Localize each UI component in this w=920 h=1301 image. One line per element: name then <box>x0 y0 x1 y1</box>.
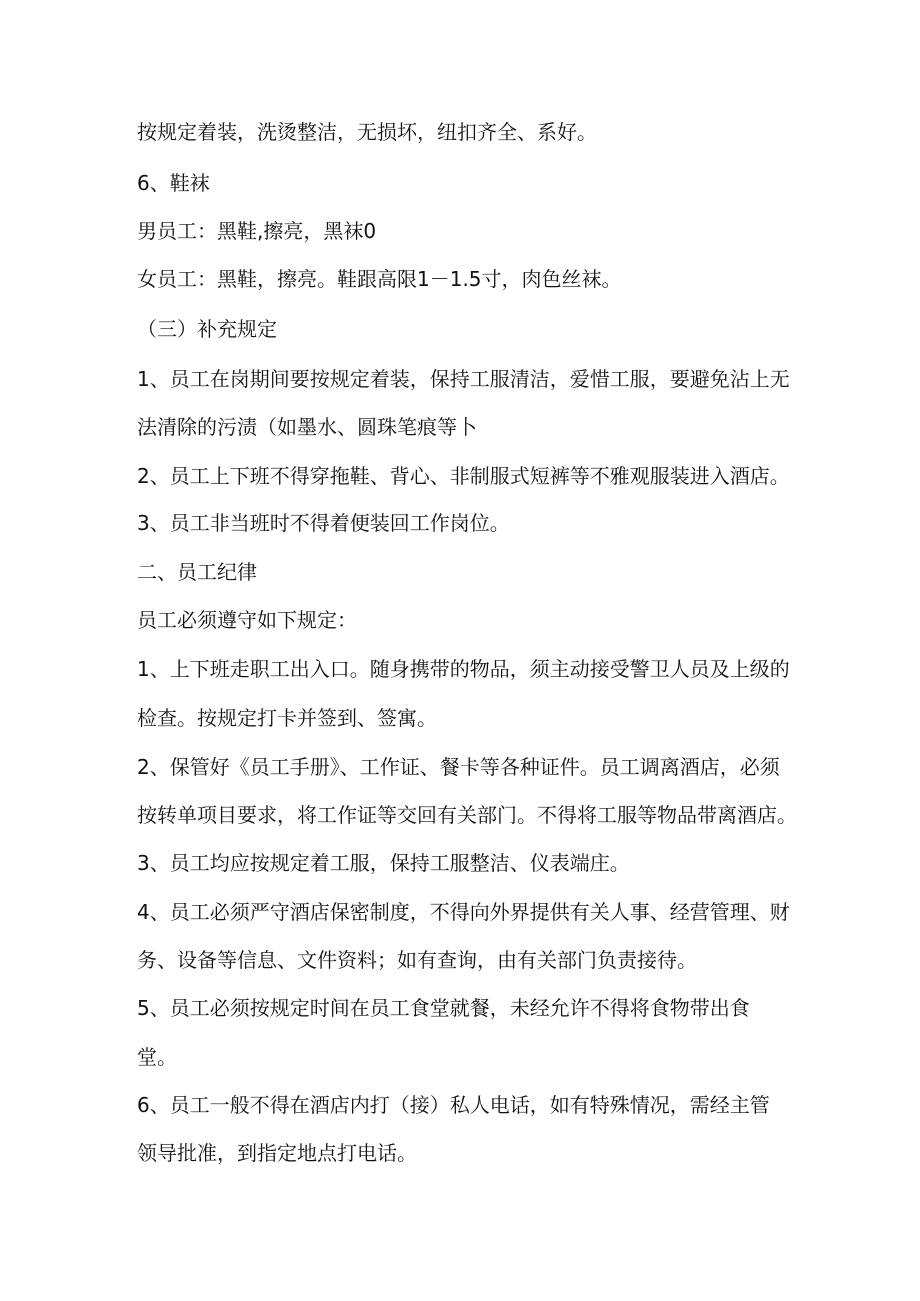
section-heading: 二、员工纪律 <box>137 560 257 584</box>
text-line: 6、鞋袜 <box>137 171 210 195</box>
text-line: 2、员工上下班不得穿拖鞋、背心、非制服式短裤等不雅观服装进入酒店。 <box>137 464 790 488</box>
text-line: 男员工：黑鞋,擦亮，黑袜0 <box>137 219 377 243</box>
text-line: 3、员工均应按规定着工服，保持工服整洁、仪表端庄。 <box>137 851 630 875</box>
text-line: 领导批准，到指定地点打电话。 <box>137 1141 417 1165</box>
text-line: 堂。 <box>137 1045 177 1069</box>
text-line: 5、员工必须按规定时间在员工食堂就餐，未经允许不得将食物带出食 <box>137 996 750 1020</box>
text-line: 检查。按规定打卡并签到、签寓。 <box>137 706 437 730</box>
text-line: 按规定着装，洗烫整洁，无损坏，纽扣齐全、系好。 <box>137 120 597 144</box>
text-line: 6、员工一般不得在酒店内打（接）私人电话，如有特殊情况，需经主管 <box>137 1093 770 1117</box>
text-line: 务、设备等信息、文件资料；如有查询，由有关部门负责接待。 <box>137 948 697 972</box>
text-line: 1、上下班走职工出入口。随身携带的物品，须主动接受警卫人员及上级的 <box>137 657 790 681</box>
text-line: 4、员工必须严守酒店保密制度，不得向外界提供有关人事、经营管理、财 <box>137 900 790 924</box>
text-line: 1、员工在岗期间要按规定着装，保持工服清洁，爱惜工服，要避免沾上无 <box>137 367 790 391</box>
section-heading: （三）补充规定 <box>137 317 277 341</box>
text-line: 2、保管好《员工手册》、工作证、餐卡等各种证件。员工调离酒店，必须 <box>137 755 780 779</box>
text-line: 员工必须遵守如下规定： <box>137 608 357 632</box>
text-line: 法清除的污渍（如墨水、圆珠笔痕等卜 <box>137 415 477 439</box>
text-line: 3、员工非当班时不得着便装回工作岗位。 <box>137 511 510 535</box>
text-line: 按转单项目要求，将工作证等交回有关部门。不得将工服等物品带离酒店。 <box>137 803 797 827</box>
text-line: 女员工：黑鞋，擦亮。鞋跟高限1－1.5寸，肉色丝袜。 <box>137 267 622 291</box>
